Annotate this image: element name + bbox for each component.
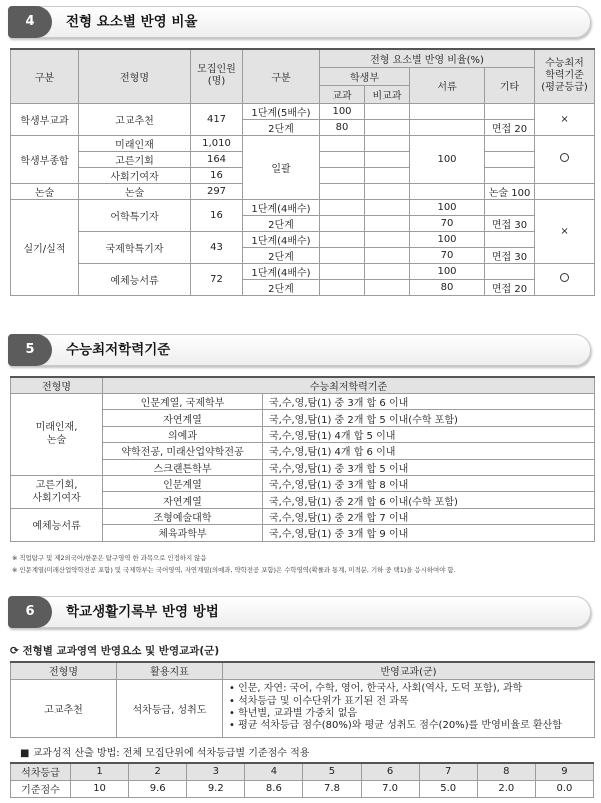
unit-cell: 자연계열: [103, 492, 263, 508]
header-admission: 전형명: [79, 49, 191, 103]
criteria-cell: 국,수,영,탐(1) 중 3개 합 6 이내: [263, 394, 595, 410]
min-standard-cell: [535, 135, 595, 183]
header-min-standard: 수능최저학력기준: [103, 377, 595, 394]
documents-ratio: 100: [410, 263, 485, 279]
circle-icon: [560, 273, 569, 282]
stage-cell: 일괄: [243, 135, 320, 199]
documents-ratio: 80: [410, 279, 485, 295]
criteria-cell: 국,수,영,탐(1) 4개 합 5 이내: [263, 426, 595, 442]
etc-ratio: 논술 100: [485, 183, 535, 199]
section-title: 전형 요소별 반영 비율: [66, 14, 198, 30]
header-grade: 석차등급: [11, 763, 71, 780]
unit-cell: 약학전공, 미래산업약학전공: [103, 443, 263, 459]
record-method-table: [10, 661, 595, 738]
quota-cell: 16: [191, 167, 243, 183]
min-standard-cell: ×: [535, 199, 595, 263]
arrow-icon: ⟳: [10, 645, 19, 657]
group-cell: 학생부교과: [11, 103, 79, 135]
unit-cell: 조형예술대학: [103, 508, 263, 524]
grade-cell: 4: [245, 763, 303, 780]
etc-ratio: 면접 30: [485, 215, 535, 231]
criteria-cell: 국,수,영,탐(1) 중 3개 합 8 이내: [263, 475, 595, 491]
header-subjects: 반영교과(군): [223, 662, 595, 679]
grade-cell: 3: [187, 763, 245, 780]
documents-ratio: 70: [410, 215, 485, 231]
grade-cell: 1: [71, 763, 129, 780]
unit-cell: 체육과학부: [103, 525, 263, 541]
circle-icon: [560, 153, 569, 162]
score-cell: 8.6: [245, 780, 303, 797]
unit-cell: 의예과: [103, 426, 263, 442]
criteria-cell: 국,수,영,탐(1) 중 3개 합 9 이내: [263, 525, 595, 541]
etc-ratio: 면접 20: [485, 279, 535, 295]
quota-cell: 417: [191, 103, 243, 135]
subsection-title: [10, 643, 219, 658]
grade-cell: 2: [129, 763, 187, 780]
score-cell: 0.0: [535, 780, 593, 797]
calc-method-note: ■ 교과성적 산출 방법: 전체 모집단위에 석차등급별 기준점수 적용: [20, 748, 310, 759]
admission-cell: 국제학특기자: [79, 231, 191, 263]
admission-cell: 논술: [79, 183, 191, 199]
footnote: ※ 인문계열(미래산업약학전공 포함) 및 국제학부는 국어영역, 자연계열(의예과, 약학전공 포함)은 수학영역(확률과 통계, 미적분, 기하 중 택1)을 응시하여야 함.: [12, 566, 456, 574]
group-cell: 논술: [11, 183, 79, 199]
footnote: ※ 직업탐구 및 제2외국어/한문은 탐구영역 한 과목으로 인정하지 않음: [12, 554, 207, 562]
section-title: 학교생활기록부 반영 방법: [66, 604, 219, 620]
grade-cell: 7: [419, 763, 477, 780]
section-number: 5: [8, 334, 52, 366]
admission-cell: 어학특기자: [79, 199, 191, 231]
documents-ratio: 70: [410, 247, 485, 263]
criteria-cell: 국,수,영,탐(1) 4개 합 6 이내: [263, 443, 595, 459]
section-4-header: [8, 6, 591, 38]
group-cell: 미래인재, 논술: [11, 394, 103, 476]
score-cell: 5.0: [419, 780, 477, 797]
unit-cell: 인문계열, 국제학부: [103, 394, 263, 410]
subsection-label: 전형별 교과영역 반영요소 및 반영교과(군): [22, 645, 220, 657]
header-quota: 모집인원 (명): [191, 49, 243, 103]
stage-cell: 2단계: [243, 119, 320, 135]
section-number: 4: [8, 6, 52, 38]
header-school-record: 학생부: [320, 67, 410, 85]
header-etc: 기타: [485, 67, 535, 103]
list-item: • 평균 석차등급 점수(80%)와 평균 성취도 점수(20%)를 반영비율로 환산함: [229, 720, 588, 732]
quota-cell: 164: [191, 151, 243, 167]
criteria-list: [223, 681, 594, 735]
subject-ratio: 80: [320, 119, 365, 135]
unit-cell: 스크랜튼학부: [103, 459, 263, 475]
etc-ratio: 면접 20: [485, 119, 535, 135]
criteria-cell: 국,수,영,탐(1) 중 3개 합 5 이내: [263, 459, 595, 475]
score-cell: 9.6: [129, 780, 187, 797]
criteria-cell: 국,수,영,탐(1) 중 2개 합 6 이내(수학 포함): [263, 492, 595, 508]
header-stage: 구분: [243, 49, 320, 103]
score-cell: 7.0: [361, 780, 419, 797]
stage-cell: 1단계(5배수): [243, 103, 320, 119]
etc-ratio: 면접 30: [485, 247, 535, 263]
group-cell: 학생부종합: [11, 135, 79, 183]
group-cell: 예체능서류: [11, 508, 103, 541]
stage-cell: 1단계(4배수): [243, 231, 320, 247]
unit-cell: 자연계열: [103, 410, 263, 426]
quota-cell: 297: [191, 183, 243, 199]
header-admission: 전형명: [11, 662, 117, 679]
score-cell: 10: [71, 780, 129, 797]
header-score: 기준점수: [11, 780, 71, 797]
grade-cell: 9: [535, 763, 593, 780]
header-index: 활용지표: [117, 662, 223, 679]
min-standard-cell: [535, 263, 595, 295]
list-item: • 인문, 자연: 국어, 수학, 영어, 한국사, 사회(역사, 도덕 포함), 과학: [229, 683, 588, 695]
ratio-table: [10, 48, 595, 296]
index-cell: 석차등급, 성취도: [117, 679, 223, 737]
quota-cell: 1,010: [191, 135, 243, 151]
stage-cell: 2단계: [243, 215, 320, 231]
admission-cell: 고교추천: [79, 103, 191, 135]
header-nonsubject: 비교과: [365, 85, 410, 103]
quota-cell: 16: [191, 199, 243, 231]
section-number: 6: [8, 596, 52, 628]
subject-ratio: 100: [320, 103, 365, 119]
admission-cell: 미래인재: [79, 135, 191, 151]
header-documents: 서류: [410, 67, 485, 103]
min-standard-cell: ×: [535, 103, 595, 135]
admission-cell: 예체능서류: [79, 263, 191, 295]
stage-cell: 2단계: [243, 247, 320, 263]
grade-score-table: [10, 762, 594, 798]
stage-cell: 1단계(4배수): [243, 199, 320, 215]
header-ratio: 전형 요소별 반영 비율(%): [320, 49, 535, 67]
section-5-header: [8, 334, 591, 366]
unit-cell: 인문계열: [103, 475, 263, 491]
criteria-cell: 국,수,영,탐(1) 중 2개 합 7 이내: [263, 508, 595, 524]
list-item: • 학년별, 교과별 가중치 없음: [229, 708, 588, 720]
stage-cell: 2단계: [243, 279, 320, 295]
list-item: • 석차등급 및 이수단위가 표기된 전 과목: [229, 696, 588, 708]
documents-ratio: 100: [410, 199, 485, 215]
group-cell: 실기/실적: [11, 199, 79, 295]
min-standard-table: [10, 376, 595, 542]
score-cell: 9.2: [187, 780, 245, 797]
documents-ratio: 100: [410, 231, 485, 247]
score-cell: 2.0: [477, 780, 535, 797]
score-cell: 7.8: [303, 780, 361, 797]
stage-cell: 1단계(4배수): [243, 263, 320, 279]
header-subject: 교과: [320, 85, 365, 103]
criteria-cell: 국,수,영,탐(1) 중 2개 합 5 이내(수학 포함): [263, 410, 595, 426]
quota-cell: 72: [191, 263, 243, 295]
section-title: 수능최저학력기준: [66, 342, 171, 358]
header-min-standard: 수능최저 학력기준 (평균등급): [535, 49, 595, 103]
grade-cell: 6: [361, 763, 419, 780]
admission-cell: 고교추천: [11, 679, 117, 737]
admission-cell: 고른기회: [79, 151, 191, 167]
header-group: 구분: [11, 49, 79, 103]
header-admission: 전형명: [11, 377, 103, 394]
grade-cell: 5: [303, 763, 361, 780]
admission-cell: 사회기여자: [79, 167, 191, 183]
section-6-header: [8, 596, 591, 628]
group-cell: 고른기회, 사회기여자: [11, 475, 103, 508]
subjects-cell: [223, 679, 595, 737]
documents-ratio: 100: [410, 135, 485, 183]
quota-cell: 43: [191, 231, 243, 263]
grade-cell: 8: [477, 763, 535, 780]
